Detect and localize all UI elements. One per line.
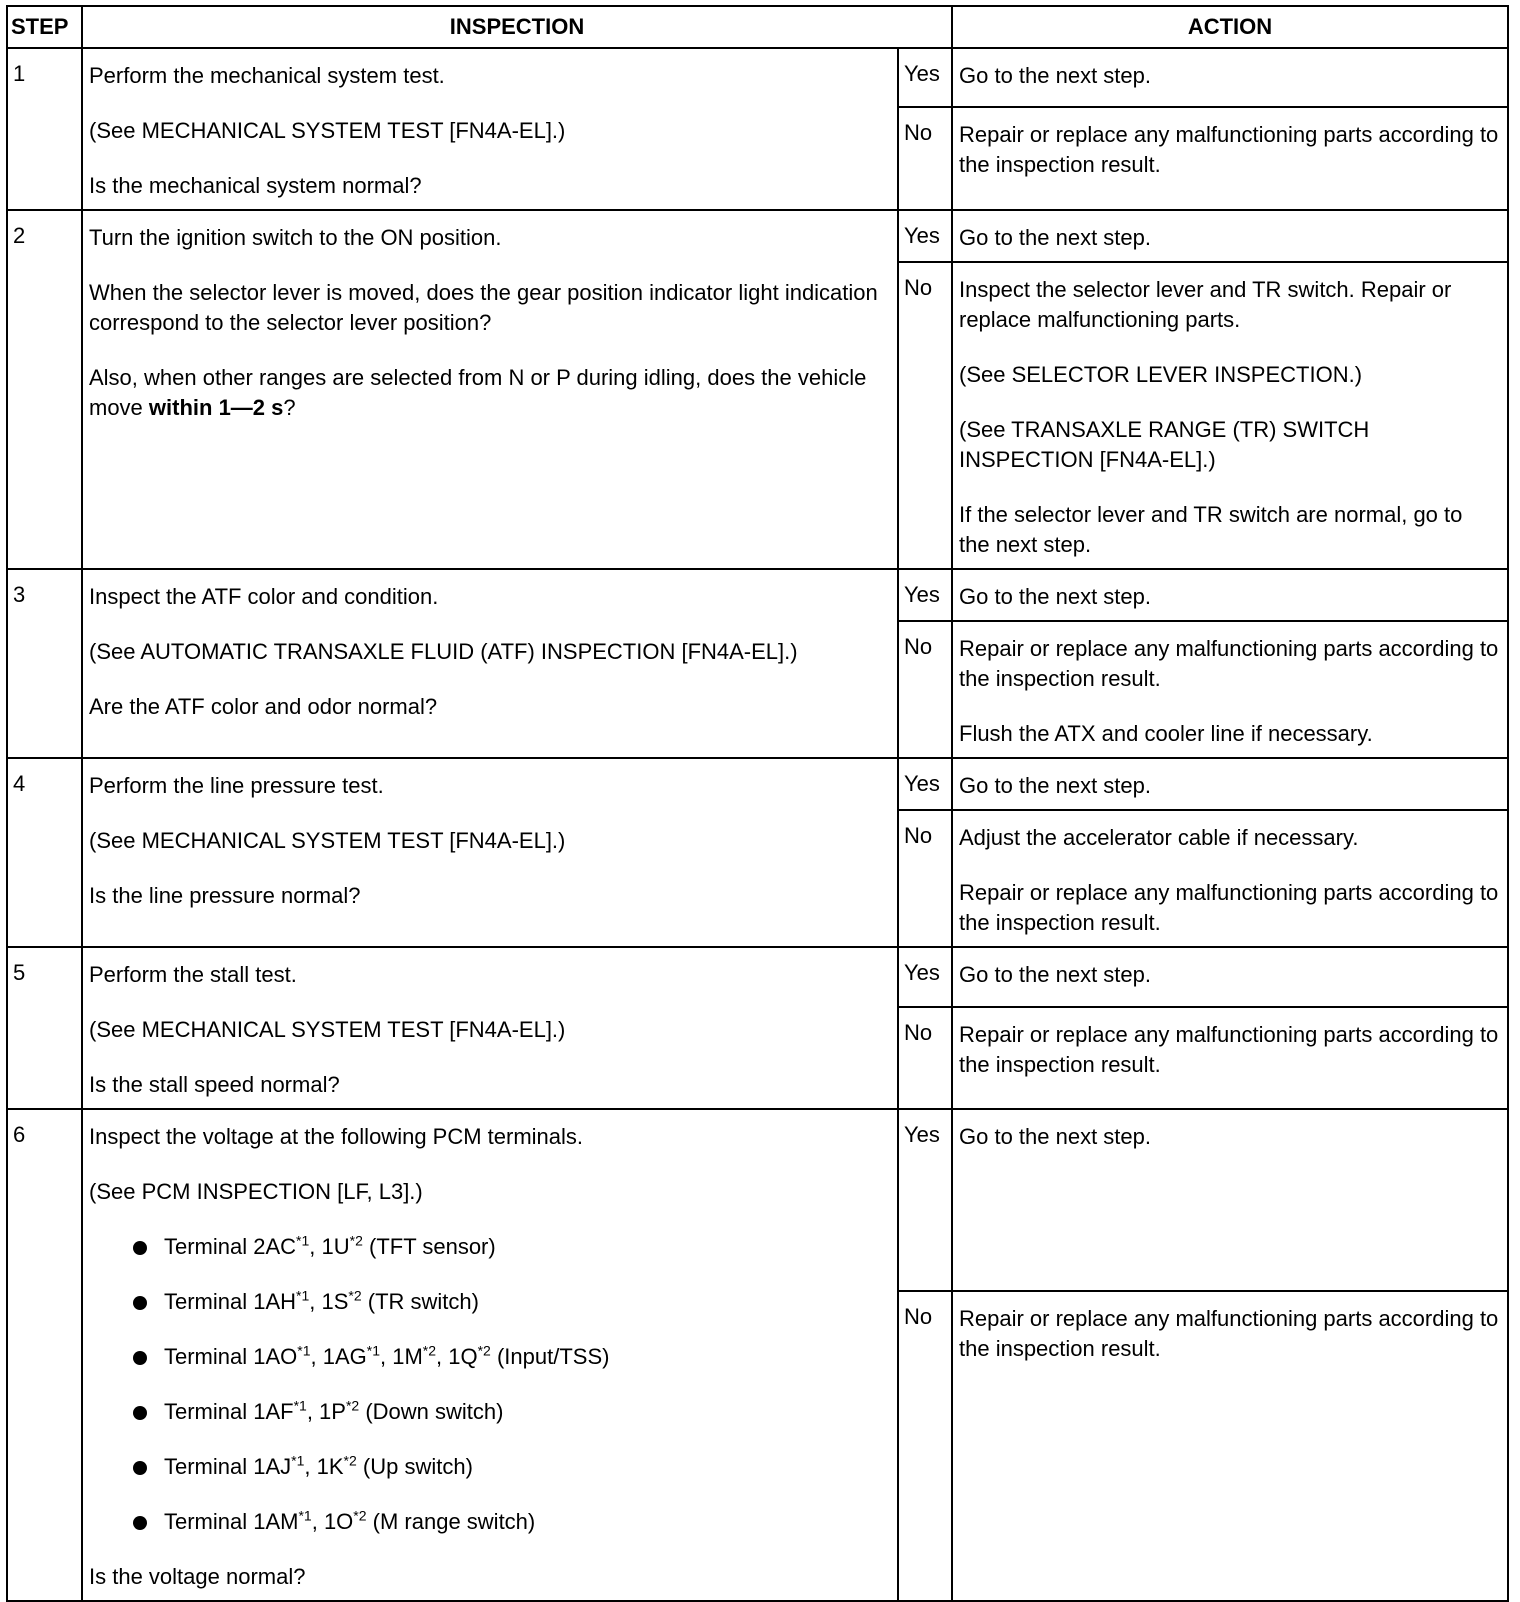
yes-action	[952, 48, 1508, 107]
step-row-yes	[7, 48, 1508, 107]
no-action	[952, 1291, 1508, 1601]
yes-action	[952, 1109, 1508, 1291]
action-text: Repair or replace any malfunctioning parts according to the inspection result.	[959, 1306, 1499, 1362]
inspection-text: Is the stall speed normal?	[89, 1072, 340, 1097]
inspection-text: Is the mechanical system normal?	[89, 173, 422, 198]
terminal-text: , 1AG	[310, 1344, 367, 1369]
action-text: Go to the next step.	[959, 584, 1152, 609]
terminal-footnote-mark: *2	[343, 1452, 357, 1469]
step-row-yes	[7, 1109, 1508, 1291]
terminal-text: , 1P	[306, 1399, 346, 1424]
yes-action	[952, 569, 1508, 621]
inspection-text: When the selector lever is moved, does the gear position indicator light indication correspond to the selector lever position?	[89, 280, 878, 335]
inspection-text: (See PCM INSPECTION [LF, L3].)	[89, 1179, 423, 1204]
terminal-item	[89, 1397, 889, 1427]
terminal-text: Terminal 1AJ	[164, 1454, 292, 1479]
terminal-text: (Input/TSS)	[490, 1344, 610, 1369]
inspection-text	[89, 363, 889, 423]
inspection-text: (See MECHANICAL SYSTEM TEST [FN4A-EL].)	[89, 1017, 566, 1042]
inspection-text: Perform the line pressure test.	[89, 773, 384, 798]
action-text: Repair or replace any malfunctioning parts according to the inspection result.	[959, 1021, 1499, 1077]
no-label: No	[898, 810, 952, 947]
inspection-cell	[82, 569, 898, 758]
terminal-footnote-mark: *1	[296, 1232, 310, 1249]
step-row-yes	[7, 758, 1508, 810]
header-step: STEP	[7, 6, 82, 48]
action-text: Go to the next step.	[959, 1124, 1152, 1149]
inspection-cell	[82, 947, 898, 1109]
yes-label: Yes	[898, 210, 952, 262]
no-action	[952, 621, 1508, 758]
terminal-footnote-mark: *2	[353, 1507, 367, 1524]
terminal-text: (Down switch)	[359, 1399, 504, 1424]
inspection-text: Are the ATF color and odor normal?	[89, 694, 438, 719]
terminal-footnote-mark: *2	[348, 1287, 362, 1304]
no-label: No	[898, 107, 952, 210]
action-text: Repair or replace any malfunctioning parts according to the inspection result.	[959, 122, 1499, 177]
terminal-text: Terminal 1AM	[164, 1509, 299, 1534]
action-text: Go to the next step.	[959, 962, 1152, 987]
no-label: No	[898, 262, 952, 569]
yes-label: Yes	[898, 758, 952, 810]
terminal-footnote-mark: *1	[296, 1287, 310, 1304]
terminal-item	[89, 1232, 889, 1262]
inspection-text: Perform the mechanical system test.	[89, 63, 445, 88]
header-row	[7, 6, 1508, 48]
step-number: 3	[7, 569, 82, 758]
step-number: 6	[7, 1109, 82, 1601]
inspection-cell	[82, 48, 898, 210]
no-label: No	[898, 1291, 952, 1601]
inspection-cell	[82, 758, 898, 947]
step-number: 2	[7, 210, 82, 569]
action-text: Repair or replace any malfunctioning parts according to the inspection result.	[959, 880, 1499, 935]
terminal-footnote-mark: *2	[477, 1342, 491, 1359]
terminal-text: Terminal 1AO	[164, 1344, 298, 1369]
no-action	[952, 262, 1508, 569]
terminal-text: Terminal 1AF	[164, 1399, 294, 1424]
terminal-footnote-mark: *1	[293, 1397, 307, 1414]
inspection-text: Inspect the voltage at the following PCM terminals.	[89, 1124, 584, 1149]
terminal-text: , 1Q	[436, 1344, 478, 1369]
step-number: 4	[7, 758, 82, 947]
terminal-item	[89, 1342, 889, 1372]
action-text: Go to the next step.	[959, 773, 1152, 798]
no-label: No	[898, 1007, 952, 1109]
action-text: Inspect the selector lever and TR switch. Repair or replace malfunctioning parts.	[959, 277, 1452, 332]
terminal-item	[89, 1287, 889, 1317]
terminal-footnote-mark: *2	[422, 1342, 437, 1359]
yes-action	[952, 758, 1508, 810]
action-text: Go to the next step.	[959, 63, 1152, 88]
inspection-text-part: ?	[283, 395, 296, 420]
inspection-text: (See MECHANICAL SYSTEM TEST [FN4A-EL].)	[89, 118, 566, 143]
header-action: ACTION	[952, 6, 1508, 48]
no-action	[952, 1007, 1508, 1109]
inspection-question: Is the voltage normal?	[89, 1564, 306, 1589]
action-text: Go to the next step.	[959, 225, 1152, 250]
terminal-footnote-mark: *2	[345, 1397, 360, 1414]
no-label: No	[898, 621, 952, 758]
action-text: (See SELECTOR LEVER INSPECTION.)	[959, 362, 1363, 387]
inspection-text: (See AUTOMATIC TRANSAXLE FLUID (ATF) INSPECTION [FN4A-EL].)	[89, 639, 798, 664]
action-text: Flush the ATX and cooler line if necessary.	[959, 721, 1373, 746]
yes-action	[952, 210, 1508, 262]
step-row-yes	[7, 947, 1508, 1007]
inspection-text: Is the line pressure normal?	[89, 883, 361, 908]
inspection-text-part: Also, when other ranges are selected from N or P during idling, does the vehicle move	[89, 365, 867, 420]
terminal-text: , 1O	[311, 1509, 354, 1534]
action-text: If the selector lever and TR switch are normal, go to the next step.	[959, 502, 1463, 557]
terminal-text: (TFT sensor)	[362, 1234, 496, 1259]
action-text: (See TRANSAXLE RANGE (TR) SWITCH INSPECTION [FN4A-EL].)	[959, 417, 1370, 472]
inspection-text: Inspect the ATF color and condition.	[89, 584, 439, 609]
action-text: Adjust the accelerator cable if necessary.	[959, 825, 1359, 850]
step-row-yes	[7, 210, 1508, 262]
inspection-cell	[82, 210, 898, 569]
yes-label: Yes	[898, 1109, 952, 1291]
yes-label: Yes	[898, 48, 952, 107]
step-number: 1	[7, 48, 82, 210]
terminal-text: , 1S	[309, 1289, 349, 1314]
terminal-text: (M range switch)	[366, 1509, 536, 1534]
terminal-text: (TR switch)	[361, 1289, 479, 1314]
terminal-text: Terminal 2AC	[164, 1234, 297, 1259]
terminal-list	[89, 1232, 889, 1537]
action-text: Repair or replace any malfunctioning parts according to the inspection result.	[959, 636, 1499, 691]
inspection-table	[6, 5, 1509, 1602]
terminal-item	[89, 1507, 889, 1537]
terminal-text: (Up switch)	[356, 1454, 473, 1479]
no-action	[952, 810, 1508, 947]
step-row-yes	[7, 569, 1508, 621]
yes-label: Yes	[898, 569, 952, 621]
yes-action	[952, 947, 1508, 1007]
terminal-footnote-mark: *2	[349, 1232, 363, 1249]
terminal-item	[89, 1452, 889, 1482]
terminal-footnote-mark: *1	[366, 1342, 380, 1359]
terminal-footnote-mark: *1	[291, 1452, 305, 1469]
step-number: 5	[7, 947, 82, 1109]
no-action	[952, 107, 1508, 210]
terminal-text: , 1M	[380, 1344, 423, 1369]
inspection-text: Perform the stall test.	[89, 962, 297, 987]
terminal-footnote-mark: *1	[298, 1507, 312, 1524]
inspection-text: Turn the ignition switch to the ON position.	[89, 225, 502, 250]
terminal-text: Terminal 1AH	[164, 1289, 297, 1314]
terminal-footnote-mark: *1	[297, 1342, 311, 1359]
terminal-text: , 1U	[309, 1234, 350, 1259]
terminal-text: , 1K	[304, 1454, 344, 1479]
inspection-text: (See MECHANICAL SYSTEM TEST [FN4A-EL].)	[89, 828, 566, 853]
inspection-emphasis: within 1—2 s	[148, 395, 284, 420]
yes-label: Yes	[898, 947, 952, 1007]
inspection-cell	[82, 1109, 898, 1601]
header-inspection: INSPECTION	[82, 6, 952, 48]
